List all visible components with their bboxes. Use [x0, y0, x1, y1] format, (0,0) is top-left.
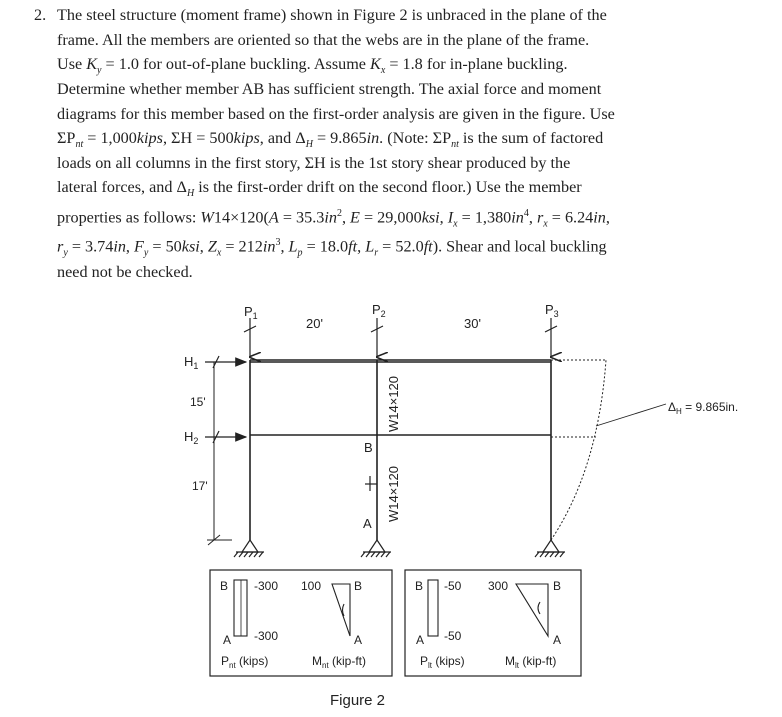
problem-line-7: loads on all columns in the first story, ΣH is the 1st story shear produced by the	[57, 154, 571, 172]
load-p1-label: $P_1$	[244, 304, 258, 321]
mlt-b-end: B	[553, 579, 562, 593]
problem-line-3: Use $K_y = 1.0$ for out-of-plane buckling. Assume $K_x = 1.8$ for in-plane buckling.	[57, 55, 568, 77]
section-upper-column-label: W14×120	[386, 375, 401, 432]
problem-line-1: The steel structure (moment frame) shown in Figure 2 is unbraced in the plane of the	[57, 6, 607, 24]
mnt-b-end: B	[354, 579, 363, 593]
mnt-top-value: 100	[301, 579, 322, 593]
left-pin	[242, 540, 258, 552]
section-lower-column-label: W14×120	[386, 465, 401, 522]
horizontal-loads	[205, 356, 246, 443]
vertical-loads	[244, 318, 557, 357]
load-h2-label: $H_2$	[184, 429, 199, 446]
problem-line-2: frame. All the members are oriented so that the webs are in the plane of the frame.	[57, 31, 590, 49]
problem-line-9: properties as follows: $W14\times 120(A = 35.3in^2$, E = 29,000ksi, $I_x = 1,380in^4$, $r_x = 6.24in$,	[57, 208, 610, 230]
problem-line-6: $\Sigma P_{nt}$ = 1,000kips, ΣH = 500kips, and $\Delta_H = 9.865in$. (Note: $\Sigma P_{nt}$ is the sum of factored	[57, 129, 604, 151]
drift-deformed-shape	[551, 360, 606, 540]
mnt-diagram	[332, 584, 350, 636]
pin-supports	[234, 540, 565, 557]
problem-line-4: Determine whether member AB has sufficient strength. The axial force and moment	[57, 80, 602, 98]
load-h1-label: $H_1$	[184, 354, 199, 371]
w-section-symbol	[365, 476, 377, 491]
pnt-label: $P_{nt}$ (kips)	[221, 654, 269, 670]
problem-line-11: need not be checked.	[57, 263, 193, 281]
load-p2-label: $P_2$	[372, 302, 386, 319]
span-left-label: 20'	[306, 316, 323, 331]
plt-diagram	[428, 580, 438, 636]
pnt-b-end: B	[220, 579, 229, 593]
pnt-diagram	[234, 580, 247, 636]
height-dimension	[207, 362, 232, 545]
mlt-top-value: 300	[488, 579, 509, 593]
plt-b-end: B	[415, 579, 424, 593]
problem-number: 2.	[34, 6, 47, 24]
height-upper-label: 15'	[190, 395, 206, 409]
plt-label: $P_{lt}$ (kips)	[420, 654, 465, 670]
load-p3-label: $P_3$	[545, 302, 559, 319]
drift-leader	[596, 404, 666, 426]
mlt-diagram	[516, 584, 548, 636]
center-pin	[369, 540, 385, 552]
mlt-a-end: A	[553, 633, 562, 647]
span-right-label: 30'	[464, 316, 481, 331]
problem-line-10: $r_y = 3.74in$, $F_y = 50ksi$, $Z_x = 212in^3$, $L_p = 18.0ft$, $L_r = 52.0ft$). Shear and local buckling	[57, 237, 607, 259]
plt-top-value: -50	[444, 579, 462, 593]
drift-label: $\Delta_H = 9.865in$.	[668, 400, 739, 416]
figure-caption: Figure 2	[330, 692, 386, 709]
point-a-label: A	[363, 516, 372, 531]
problem-line-5: diagrams for this member based on the first-order analysis are given in the figure. Use	[57, 105, 615, 123]
plt-a-end: A	[416, 633, 425, 647]
pnt-bottom-value: -300	[254, 629, 279, 643]
mlt-label: $M_{lt}$ (kip-ft)	[505, 654, 557, 670]
right-pin	[543, 540, 559, 552]
problem-line-8: lateral forces, and $\Delta_H$ is the first-order drift on the second floor.) Use the member	[57, 178, 582, 200]
pnt-a-end: A	[223, 633, 232, 647]
height-lower-label: 17'	[192, 479, 208, 493]
plt-bottom-value: -50	[444, 629, 462, 643]
mnt-label: $M_{nt}$ (kip-ft)	[312, 654, 367, 670]
mnt-a-end: A	[354, 633, 363, 647]
pnt-top-value: -300	[254, 579, 279, 593]
point-b-label: B	[364, 440, 373, 455]
